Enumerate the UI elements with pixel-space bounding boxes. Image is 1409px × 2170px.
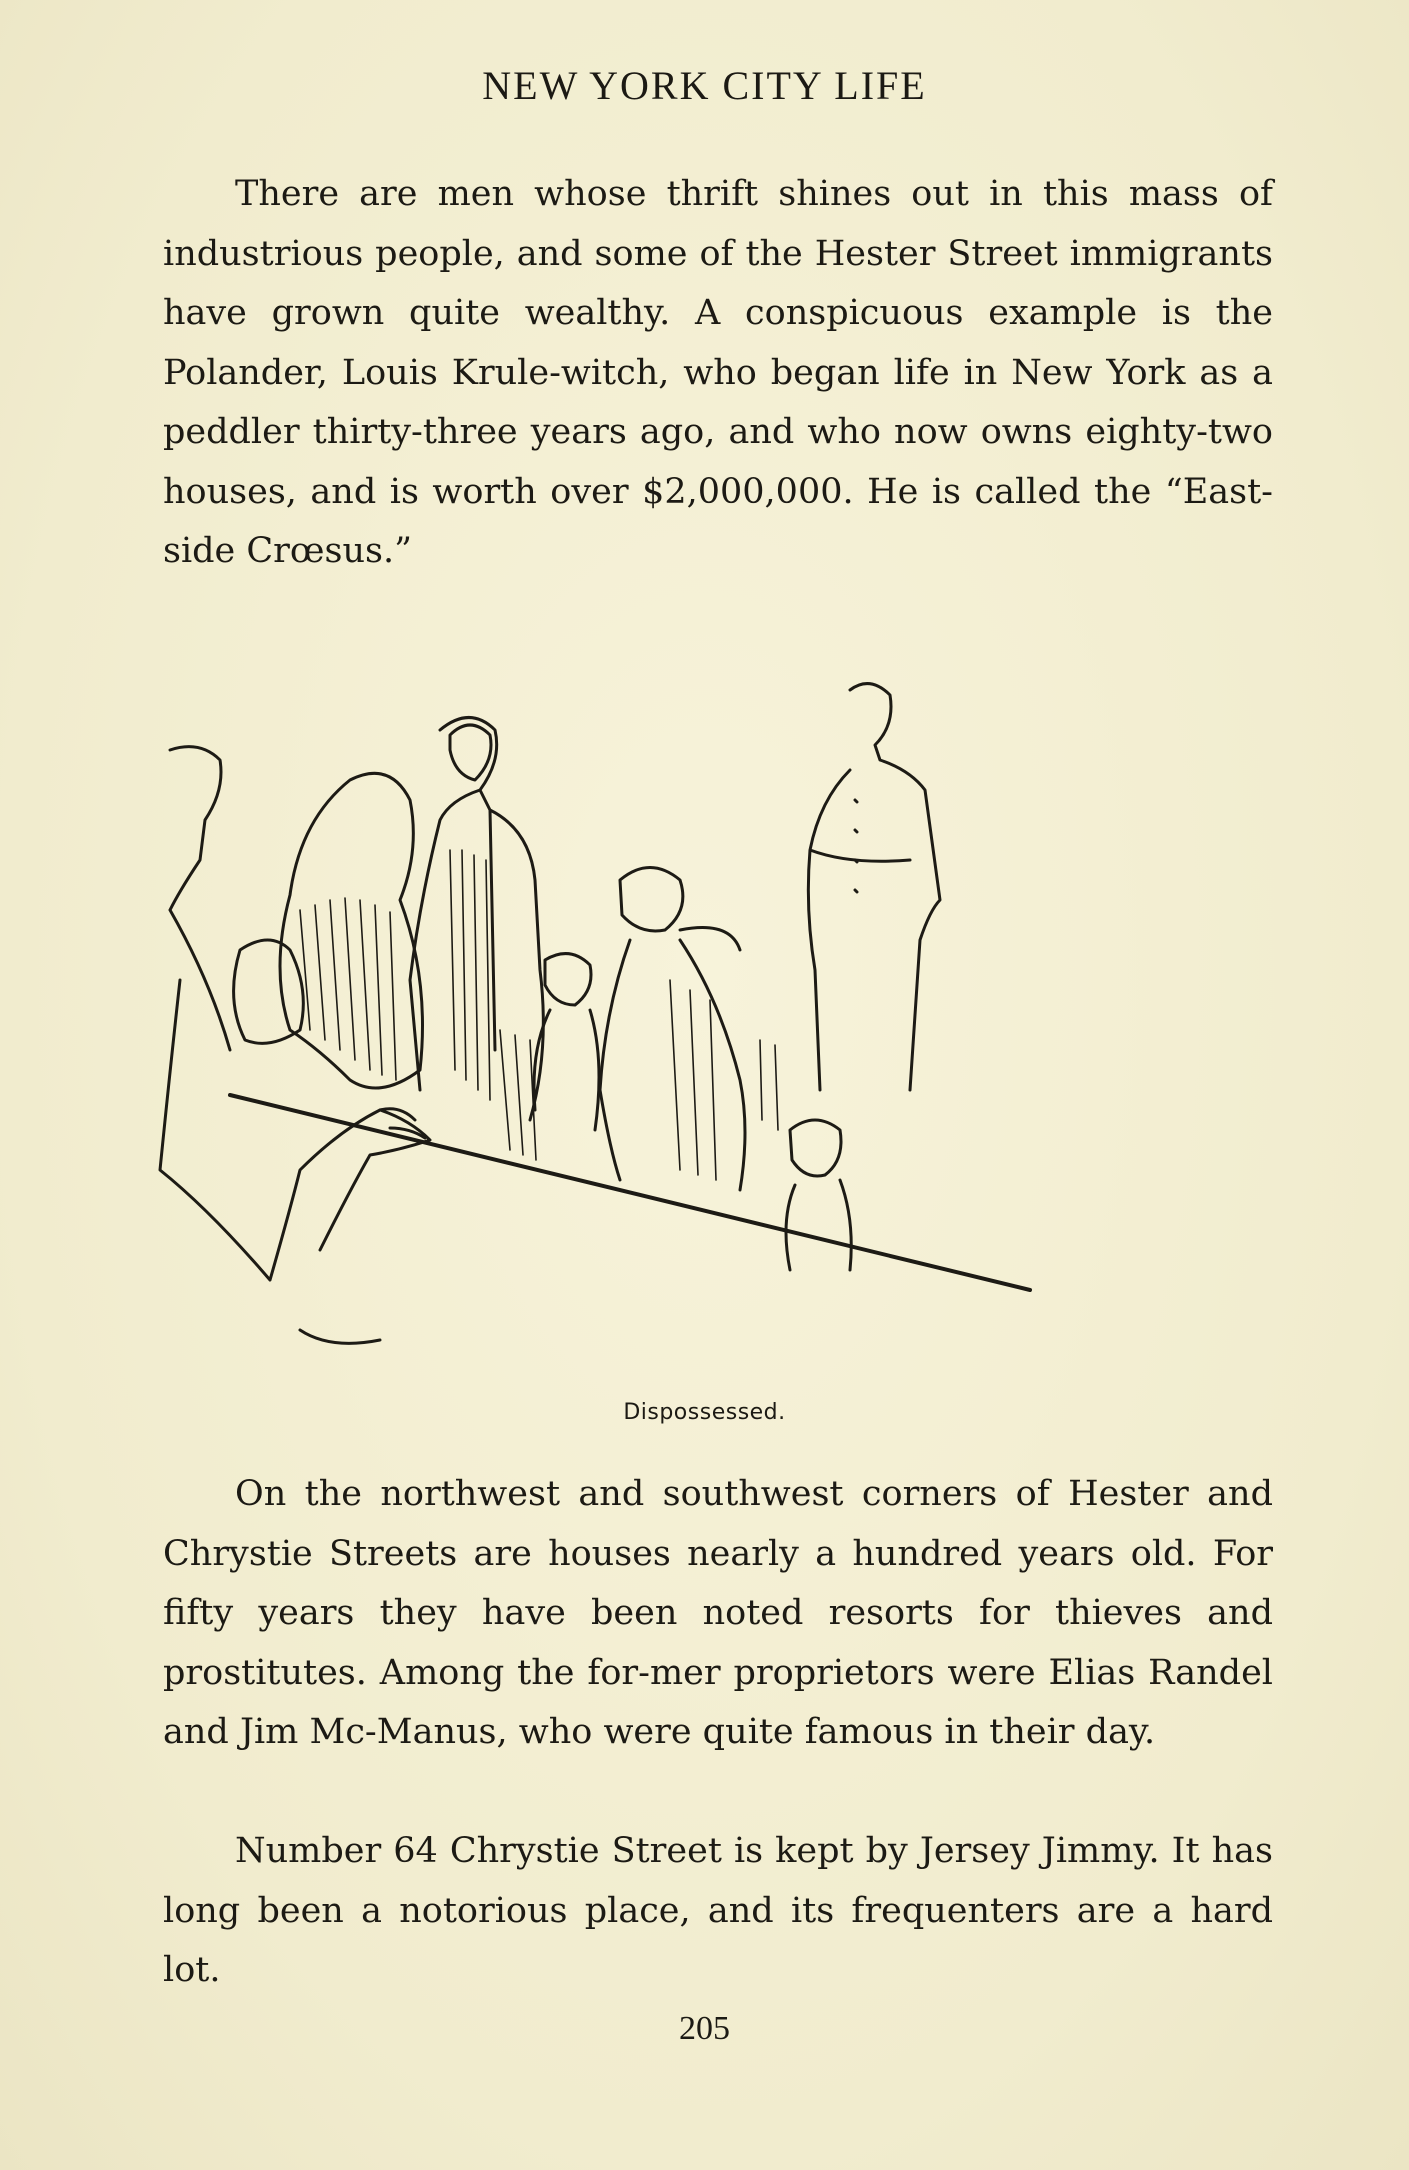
infant — [234, 940, 304, 1043]
left-figure-outline — [160, 747, 430, 1280]
mans-head — [450, 725, 491, 780]
figure-caption: Dispossessed. — [623, 1400, 786, 1425]
paragraph-1 — [163, 165, 1273, 582]
paragraph-text: Number 64 Chrystie Street is kept by Jersey Jimmy. It has long been a notorious place, and its frequenters are a hard lot. — [163, 1831, 1273, 1990]
small-child — [786, 1120, 851, 1270]
paragraph-2 — [163, 1465, 1273, 1763]
left-figure-hand — [300, 1109, 425, 1344]
paragraph-text: On the northwest and southwest corners of Hester and Chrystie Streets are houses nearly a hundred years old. For fifty years they have been noted resorts for thieves and prostitutes. Among the for-mer proprietors were Elias Randel and Jim Mc-Manus, who were quite famous in their day. — [163, 1474, 1273, 1752]
policeman — [808, 684, 940, 1090]
engraving-illustration — [150, 650, 1280, 1390]
illustration-dispossessed — [150, 650, 1280, 1390]
policeman-buttons — [855, 800, 857, 892]
page-number: 205 — [679, 2010, 730, 2047]
paragraph-3 — [163, 1822, 1273, 2001]
paragraph-text: There are men whose thrift shines out in this mass of industrious people, and some of the Hester Street immigrants have grown quite wealthy. A conspicuous example is the Polander, Louis Krule-witch, who began life in New York as a peddler thirty-three years ago, and who now owns eighty-two houses, and is worth over $2,000,000. He is called the “East-side Crœsus.” — [163, 174, 1273, 571]
running-head: NEW YORK CITY LIFE — [482, 63, 927, 108]
